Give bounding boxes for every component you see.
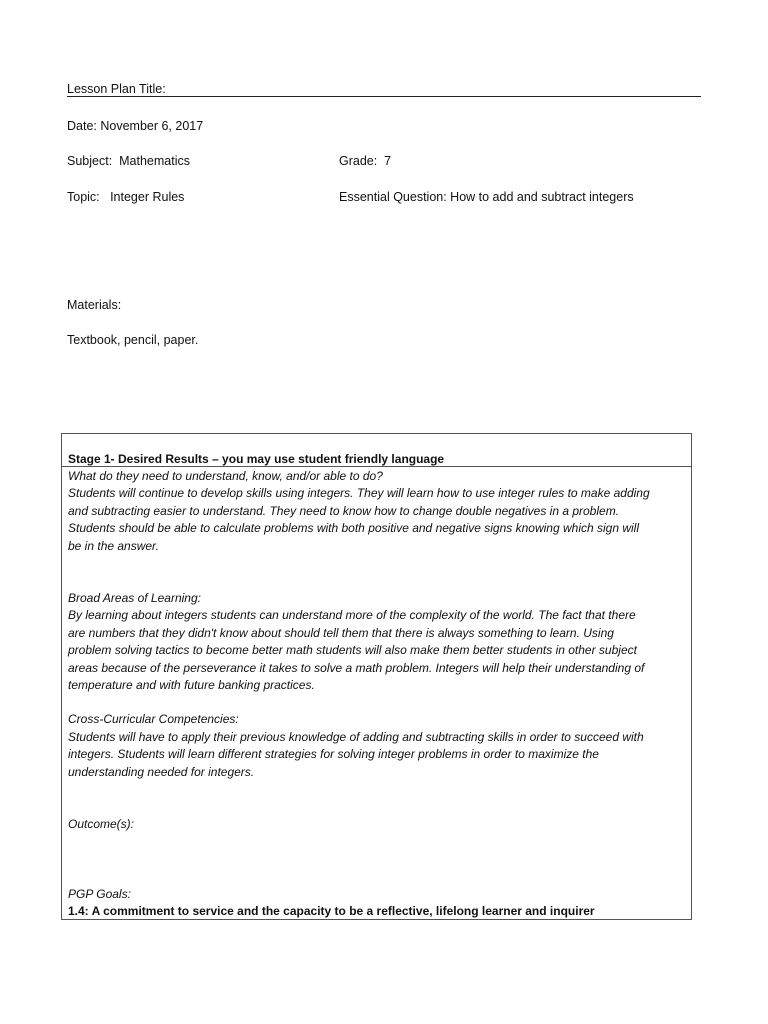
broad-areas-heading: Broad Areas of Learning: (68, 591, 201, 606)
spacer (68, 781, 684, 816)
grade-value: 7 (384, 154, 392, 168)
materials-value: Textbook, pencil, paper. (67, 333, 199, 347)
pgp-goals-section (68, 886, 684, 921)
grade-label: Grade: (339, 154, 378, 168)
broad-areas-line: By learning about integers students can understand more of the complexity of the world. The fact that there (68, 608, 636, 623)
grade-line (339, 153, 391, 169)
cross-curricular-line: understanding needed for integers. (68, 764, 255, 779)
understand-line: Students will continue to develop skills using integers. They will learn how to use integer rules to make adding (68, 486, 650, 501)
outcomes-heading: Outcome(s): (68, 817, 135, 832)
topic-label: Topic: (67, 190, 100, 204)
cross-curricular-line: integers. Students will learn different strategies for solving integer problems in order to maximize the (68, 747, 599, 762)
understand-section (68, 468, 684, 555)
broad-areas-line: temperature and with future banking practices. (68, 678, 315, 693)
understand-line: Students should be able to calculate problems with both positive and negative signs knowing which sign will (68, 521, 640, 536)
topic-line (67, 189, 184, 205)
date-line: Date: November 6, 2017 (67, 119, 204, 133)
spacer (68, 694, 684, 711)
stage1-table (61, 433, 692, 920)
outcomes-section (68, 816, 684, 833)
understand-line: be in the answer. (68, 538, 159, 553)
stage1-content (68, 468, 684, 920)
spacer (68, 834, 684, 886)
subject-value: Mathematics (119, 154, 190, 168)
broad-areas-line: areas because of the perseverance it takes to solve a math problem. Integers will help their understanding of (68, 660, 645, 675)
title-underline (67, 96, 701, 97)
subject-label: Subject: (67, 154, 113, 168)
stage1-heading: Stage 1- Desired Results – you may use student friendly language (68, 452, 445, 466)
understand-heading: What do they need to understand, know, and/or able to do? (68, 469, 383, 483)
broad-areas-line: are numbers that they didn't know about should tell them that there is always something to learn. Using (68, 625, 614, 640)
essential-question: Essential Question: How to add and subtract integers (339, 190, 634, 204)
stage1-header-row (62, 434, 691, 467)
broad-areas-line: problem solving tactics to become better math students will also make them better students in other subject (68, 643, 637, 658)
broad-areas-section (68, 590, 684, 694)
pgp-goals-heading: PGP Goals: (68, 886, 131, 901)
spacer (68, 555, 684, 590)
pgp-goal-item: 1.4: A commitment to service and the capacity to be a reflective, lifelong learner and inquirer (68, 903, 595, 918)
subject-line (67, 153, 190, 169)
topic-value: Integer Rules (110, 190, 185, 204)
understand-line: and subtracting easier to understand. They need to know how to change double negatives in a problem. (68, 503, 620, 518)
cross-curricular-line: Students will have to apply their previous knowledge of adding and subtracting skills in order to succeed with (68, 729, 644, 744)
materials-label: Materials: (67, 298, 122, 312)
lesson-plan-title-label: Lesson Plan Title: (67, 82, 166, 96)
cross-curricular-heading: Cross-Curricular Competencies: (68, 712, 239, 727)
cross-curricular-section (68, 711, 684, 781)
